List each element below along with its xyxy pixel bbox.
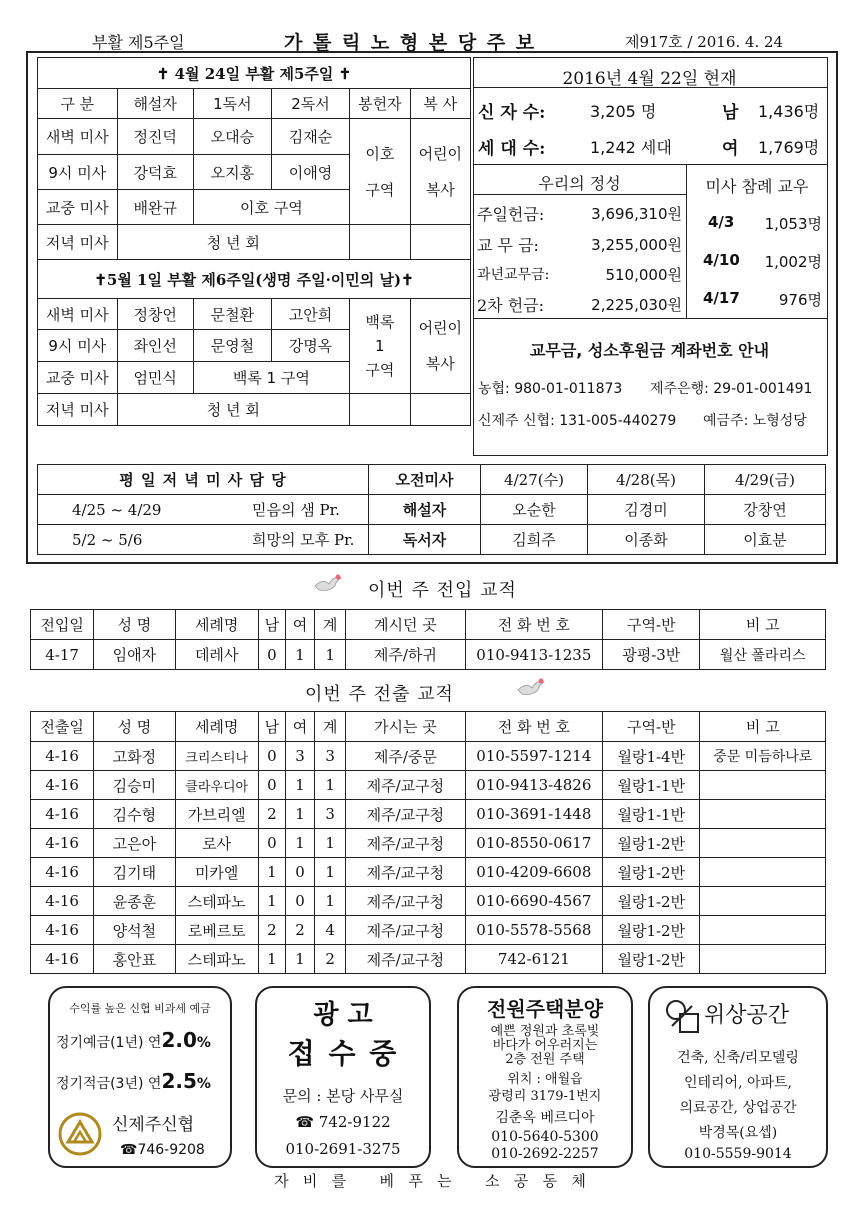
ad-space-mobile: 010-2691-3275 xyxy=(285,1140,401,1158)
table-cell: 양석철 xyxy=(94,916,175,945)
commentator: 강덕효 xyxy=(117,155,193,190)
account-jeju: 제주은행: 29-01-001491 xyxy=(650,381,813,397)
page-title: 가 톨 릭 노 형 본 당 주 보 xyxy=(284,32,537,54)
table-cell: 제주/교구청 xyxy=(346,945,465,974)
attendance-count: 976명 xyxy=(778,291,822,309)
header-left: 부활 제5주일 xyxy=(92,33,185,52)
table-cell: 3 xyxy=(285,742,314,771)
mass-label: 교중 미사 xyxy=(38,190,118,225)
wisang-logo-icon xyxy=(662,996,702,1036)
table-cell: 010-3691-1448 xyxy=(465,800,603,829)
ad-house-line: 2층 전원 주택 xyxy=(505,1052,585,1067)
table-cell: 0 xyxy=(285,887,314,916)
table-cell: 010-9413-4826 xyxy=(465,771,603,800)
table-cell: 제주/교구청 xyxy=(346,800,465,829)
reading-group: 이호 구역 xyxy=(193,190,349,225)
morning-mass-label: 오전미사 xyxy=(369,465,481,495)
column-header: 계시던 곳 xyxy=(346,610,465,640)
table-cell: 김승미 xyxy=(94,771,175,800)
table-cell: 1 xyxy=(315,640,346,670)
table-cell: 고은아 xyxy=(94,829,175,858)
offering-title: 우리의 정성 xyxy=(538,174,621,193)
column-header: 비 고 xyxy=(700,712,826,742)
reader: 이종화 xyxy=(588,525,705,555)
table-cell: 1 xyxy=(285,800,314,829)
reader-2: 이애영 xyxy=(271,155,349,190)
attendance-date: 4/3 xyxy=(708,213,735,231)
column-header: 전출일 xyxy=(31,712,94,742)
reader-1: 문영철 xyxy=(193,330,271,362)
offering-value: 3,255,000원 xyxy=(591,236,682,254)
commentator: 정창언 xyxy=(117,299,193,330)
table-cell: 2 xyxy=(258,800,285,829)
reading-group: 백록 1 구역 xyxy=(193,362,349,394)
col-header: 해설자 xyxy=(117,89,193,119)
table-cell: 스테파노 xyxy=(175,887,258,916)
column-header: 세례명 xyxy=(175,610,258,640)
column-header: 구역-반 xyxy=(603,610,700,640)
account-shinhyup: 신제주 신협: 131-005-440279 xyxy=(478,413,677,429)
table-row xyxy=(31,640,826,670)
offering-value: 2,225,030원 xyxy=(591,296,682,314)
table-cell: 김기태 xyxy=(94,858,175,887)
table-cell: 010-8550-0617 xyxy=(465,829,603,858)
ad-house-line: 바다가 어우러지는 xyxy=(492,1038,598,1053)
offering-label: 교 무 금: xyxy=(477,236,539,255)
table-cell: 제주/하귀 xyxy=(346,640,465,670)
reader-2: 고안희 xyxy=(271,299,349,330)
shinhyup-logo-icon xyxy=(58,1112,102,1156)
table-cell: 제주/교구청 xyxy=(346,916,465,945)
commentator-label: 해설자 xyxy=(369,495,481,525)
commentator: 김경미 xyxy=(588,495,705,525)
accounts-title: 교무금, 성소후원금 계좌번호 안내 xyxy=(529,341,770,360)
ad-wisang-line: 인테리어, 아파트, xyxy=(683,1075,793,1091)
ad-shinhyup-phone: ☎746-9208 xyxy=(120,1142,205,1158)
table-cell: 1 xyxy=(285,771,314,800)
account-holder: 예금주: 노형성당 xyxy=(703,413,807,429)
column-header: 성 명 xyxy=(94,712,175,742)
offering-label: 주일헌금: xyxy=(477,205,545,224)
offering-label: 과년교무금: xyxy=(477,267,550,283)
table-cell: 로베르토 xyxy=(175,916,258,945)
attendance-date: 4/10 xyxy=(703,251,740,269)
reader: 이효분 xyxy=(705,525,826,555)
weekday-title: 평 일 저 녁 미 사 담 당 xyxy=(38,465,369,495)
day-header: 4/29(금) xyxy=(705,465,826,495)
table-row xyxy=(31,916,826,945)
table-cell: 0 xyxy=(258,742,285,771)
table-cell: 742-6121 xyxy=(465,945,603,974)
ad-wisang-name: 위상공간 xyxy=(704,1003,790,1028)
table-cell: 홍안표 xyxy=(94,945,175,974)
commentator: 정진덕 xyxy=(117,119,193,155)
table-cell: 스테파노 xyxy=(175,945,258,974)
table-cell: 월랑1-2반 xyxy=(603,887,700,916)
column-header: 구역-반 xyxy=(603,712,700,742)
attendance-count: 1,002명 xyxy=(764,253,822,271)
table-cell: 0 xyxy=(258,640,285,670)
col-header: 2독서 xyxy=(271,89,349,119)
table-cell: 고화정 xyxy=(94,742,175,771)
table-cell xyxy=(700,858,826,887)
offering-group: 백록 1 구역 xyxy=(350,299,411,394)
ad-wisang-line: 의료공간, 상업공간 xyxy=(679,1100,797,1116)
table-cell: 임애자 xyxy=(94,640,175,670)
table-cell: 2 xyxy=(285,916,314,945)
reader-2: 강명옥 xyxy=(271,330,349,362)
column-header: 비 고 xyxy=(700,610,826,640)
male-value: 1,436명 xyxy=(758,102,820,121)
table-cell: 미카엘 xyxy=(175,858,258,887)
attendance-count: 1,053명 xyxy=(764,215,822,233)
commentator: 엄민식 xyxy=(117,362,193,394)
table-row xyxy=(31,800,826,829)
believers-value: 3,205 명 xyxy=(590,102,657,121)
table-cell: 0 xyxy=(258,771,285,800)
mass-label: 9시 미사 xyxy=(38,330,118,362)
col-header: 봉헌자 xyxy=(350,89,411,119)
table-cell: 4-17 xyxy=(31,640,94,670)
table-cell: 010-5578-5568 xyxy=(465,916,603,945)
offering-value: 510,000원 xyxy=(605,266,682,284)
table-cell: 1 xyxy=(285,829,314,858)
table-cell xyxy=(700,829,826,858)
table-cell: 제주/교구청 xyxy=(346,829,465,858)
table-cell xyxy=(700,945,826,974)
table-cell xyxy=(700,771,826,800)
column-header: 전 화 번 호 xyxy=(465,712,603,742)
table-cell: 010-5597-1214 xyxy=(465,742,603,771)
column-header: 남 xyxy=(258,610,285,640)
table-cell: 010-4209-6608 xyxy=(465,858,603,887)
day-header: 4/28(목) xyxy=(588,465,705,495)
ad-house-line: 광령리 3179-1번지 xyxy=(488,1089,602,1104)
table-cell: 월랑1-2반 xyxy=(603,945,700,974)
ad-shinhyup-line1: 정기예금(1년) 연2.0% xyxy=(56,1028,211,1052)
table-cell: 0 xyxy=(285,858,314,887)
transfer-in-title: 이번 주 전입 교적 xyxy=(368,580,517,601)
transfer-out-title: 이번 주 전출 교적 xyxy=(305,684,454,705)
ad-house-line: 김춘옥 베르디아 xyxy=(495,1110,595,1126)
ad-house-line: 010-5640-5300 xyxy=(491,1129,599,1145)
table-cell: 제주/교구청 xyxy=(346,771,465,800)
mass-label: 저녁 미사 xyxy=(38,225,118,260)
table-cell: 1 xyxy=(258,858,285,887)
ad-space-line1: 광 고 xyxy=(313,1000,373,1030)
column-header: 여 xyxy=(285,610,314,640)
day-header: 4/27(수) xyxy=(481,465,588,495)
column-header: 세례명 xyxy=(175,712,258,742)
believers-label: 신 자 수: xyxy=(478,103,546,123)
account-nh: 농협: 980-01-011873 xyxy=(478,381,623,397)
table-cell: 월랑1-2반 xyxy=(603,858,700,887)
column-header: 가시는 곳 xyxy=(346,712,465,742)
table-cell: 1 xyxy=(315,771,346,800)
table-row xyxy=(31,945,826,974)
table-cell: 월랑1-1반 xyxy=(603,771,700,800)
commentator: 좌인선 xyxy=(117,330,193,362)
table-cell xyxy=(700,800,826,829)
table-cell: 1 xyxy=(285,945,314,974)
ad-wisang xyxy=(648,986,828,1168)
table-row xyxy=(31,829,826,858)
footer-motto: 자 비 를 베 푸 는 소 공 동 체 xyxy=(274,1172,586,1190)
column-header: 남 xyxy=(258,712,285,742)
youth-group: 청 년 회 xyxy=(117,225,349,260)
mass-label: 교중 미사 xyxy=(38,362,118,394)
offering-group: 이호 구역 xyxy=(350,119,411,225)
table-cell: 4-16 xyxy=(31,916,94,945)
stats-date: 2016년 4월 22일 현재 xyxy=(562,69,737,89)
column-header: 전 화 번 호 xyxy=(465,610,603,640)
transfer-out-table xyxy=(30,711,826,974)
mass-label: 9시 미사 xyxy=(38,155,118,190)
table-row xyxy=(31,771,826,800)
divider xyxy=(473,164,827,165)
weekday-group: 믿음의 샘 Pr. xyxy=(212,495,369,525)
column-header: 계 xyxy=(315,610,346,640)
table-cell: 4-16 xyxy=(31,829,94,858)
table-cell: 월랑1-2반 xyxy=(603,916,700,945)
divider xyxy=(473,318,827,319)
reader-1: 문철환 xyxy=(193,299,271,330)
table-cell xyxy=(700,887,826,916)
table-cell: 제주/교구청 xyxy=(346,858,465,887)
transfer-in-table xyxy=(30,609,826,670)
table-cell: 1 xyxy=(315,858,346,887)
households-value: 1,242 세대 xyxy=(590,138,672,157)
attendance-title: 미사 참례 교우 xyxy=(705,177,809,196)
mass-label: 새벽 미사 xyxy=(38,299,118,330)
ad-space-contact: 문의 : 본당 사무실 xyxy=(282,1087,404,1105)
offering-title-rule xyxy=(473,194,686,195)
table-cell: 윤종훈 xyxy=(94,887,175,916)
table-cell: 4-16 xyxy=(31,742,94,771)
commentator: 배완규 xyxy=(117,190,193,225)
table-cell: 로사 xyxy=(175,829,258,858)
table-cell: 4-16 xyxy=(31,887,94,916)
households-label: 세 대 수: xyxy=(478,139,546,159)
ad-house-line: 010-2692-2257 xyxy=(491,1146,599,1162)
table-cell: 4-16 xyxy=(31,858,94,887)
weekday-mass-table xyxy=(37,464,826,555)
mass-schedule-table-1 xyxy=(37,57,471,426)
column-header: 성 명 xyxy=(94,610,175,640)
ad-shinhyup xyxy=(48,986,232,1168)
divider xyxy=(473,87,827,88)
female-value: 1,769명 xyxy=(758,138,820,157)
ad-house-line: 위치 : 애월읍 xyxy=(507,1072,583,1087)
weekday-period: 5/2 ~ 5/6 xyxy=(38,525,213,555)
ad-space-phone: ☎ 742-9122 xyxy=(295,1113,391,1131)
table-cell: 월랑1-1반 xyxy=(603,800,700,829)
commentator: 강창연 xyxy=(705,495,826,525)
col-header: 1독서 xyxy=(193,89,271,119)
table-cell: 클라우디아 xyxy=(175,771,258,800)
mass-label: 새벽 미사 xyxy=(38,119,118,155)
table-cell: 4-16 xyxy=(31,771,94,800)
ad-wisang-line: 010-5559-9014 xyxy=(684,1146,792,1162)
column-header: 계 xyxy=(315,712,346,742)
table-cell: 데레사 xyxy=(175,640,258,670)
table-cell: 가브리엘 xyxy=(175,800,258,829)
table-cell: 제주/중문 xyxy=(346,742,465,771)
table-cell: 4-16 xyxy=(31,800,94,829)
table-row xyxy=(31,887,826,916)
table-cell: 월랑1-2반 xyxy=(603,829,700,858)
ad-wisang-line: 건축, 신축/리모델링 xyxy=(677,1050,799,1066)
table-cell: 4-16 xyxy=(31,945,94,974)
altar-servers: 어린이 복사 xyxy=(410,119,470,225)
ad-house-title: 전원주택분양 xyxy=(487,997,603,1021)
table-cell: 010-6690-4567 xyxy=(465,887,603,916)
table-cell: 1 xyxy=(285,640,314,670)
ad-space-line2: 접 수 중 xyxy=(287,1037,399,1070)
table-cell: 3 xyxy=(315,800,346,829)
weekday-period: 4/25 ~ 4/29 xyxy=(38,495,213,525)
dove-icon xyxy=(313,572,343,594)
reader-1: 오지홍 xyxy=(193,155,271,190)
mass-label: 저녁 미사 xyxy=(38,394,118,426)
weekday-group: 희망의 모후 Pr. xyxy=(212,525,369,555)
table-cell: 2 xyxy=(258,916,285,945)
table-cell xyxy=(700,916,826,945)
mass2-title: ✝5월 1일 부활 제6주일(생명 주일·이민의 날)✝ xyxy=(38,260,471,299)
table-cell: 월산 폴라리스 xyxy=(700,640,826,670)
column-header: 여 xyxy=(285,712,314,742)
reader-1: 오대승 xyxy=(193,119,271,155)
mass1-title: ✝ 4월 24일 부활 제5주일 ✝ xyxy=(38,58,471,89)
table-cell: 중문 미듬하나로 xyxy=(700,742,826,771)
table-cell: 1 xyxy=(315,887,346,916)
ad-house xyxy=(457,986,633,1168)
table-row xyxy=(31,858,826,887)
table-cell: 1 xyxy=(315,829,346,858)
reader-label: 독서자 xyxy=(369,525,481,555)
table-cell: 4 xyxy=(315,916,346,945)
youth-group: 청 년 회 xyxy=(117,394,349,426)
ad-shinhyup-top: 수익률 높은 신협 비과세 예금 xyxy=(69,1002,211,1015)
attendance-date: 4/17 xyxy=(703,289,740,307)
table-cell: 1 xyxy=(258,887,285,916)
table-cell: 제주/교구청 xyxy=(346,887,465,916)
table-row xyxy=(31,742,826,771)
offering-label: 2차 헌금: xyxy=(477,296,545,315)
female-label: 여 xyxy=(722,139,739,159)
table-cell: 김수형 xyxy=(94,800,175,829)
ad-shinhyup-name: 신제주신협 xyxy=(112,1115,195,1135)
table-cell: 3 xyxy=(315,742,346,771)
table-cell: 1 xyxy=(258,945,285,974)
table-cell: 0 xyxy=(258,829,285,858)
commentator: 오순한 xyxy=(481,495,588,525)
column-header: 전입일 xyxy=(31,610,94,640)
reader: 김희주 xyxy=(481,525,588,555)
table-cell: 2 xyxy=(315,945,346,974)
ad-space xyxy=(255,986,431,1168)
reader-2: 김재순 xyxy=(271,119,349,155)
ad-house-line: 예쁜 정원과 초록빛 xyxy=(490,1024,600,1039)
table-cell: 크리스티나 xyxy=(175,742,258,771)
ad-wisang-line: 박경목(요셉) xyxy=(698,1125,778,1141)
male-label: 남 xyxy=(722,103,739,123)
table-cell: 010-9413-1235 xyxy=(465,640,603,670)
table-cell: 월랑1-4반 xyxy=(603,742,700,771)
table-cell: 광평-3반 xyxy=(603,640,700,670)
altar-servers: 어린이 복사 xyxy=(410,299,470,394)
offering-value: 3,696,310원 xyxy=(591,205,682,223)
col-header: 복 사 xyxy=(410,89,470,119)
issue-number: 제917호 / 2016. 4. 24 xyxy=(625,33,784,51)
dove-icon xyxy=(516,676,546,698)
ad-shinhyup-line2: 정기적금(3년) 연2.5% xyxy=(56,1069,211,1093)
col-header: 구 분 xyxy=(38,89,118,119)
